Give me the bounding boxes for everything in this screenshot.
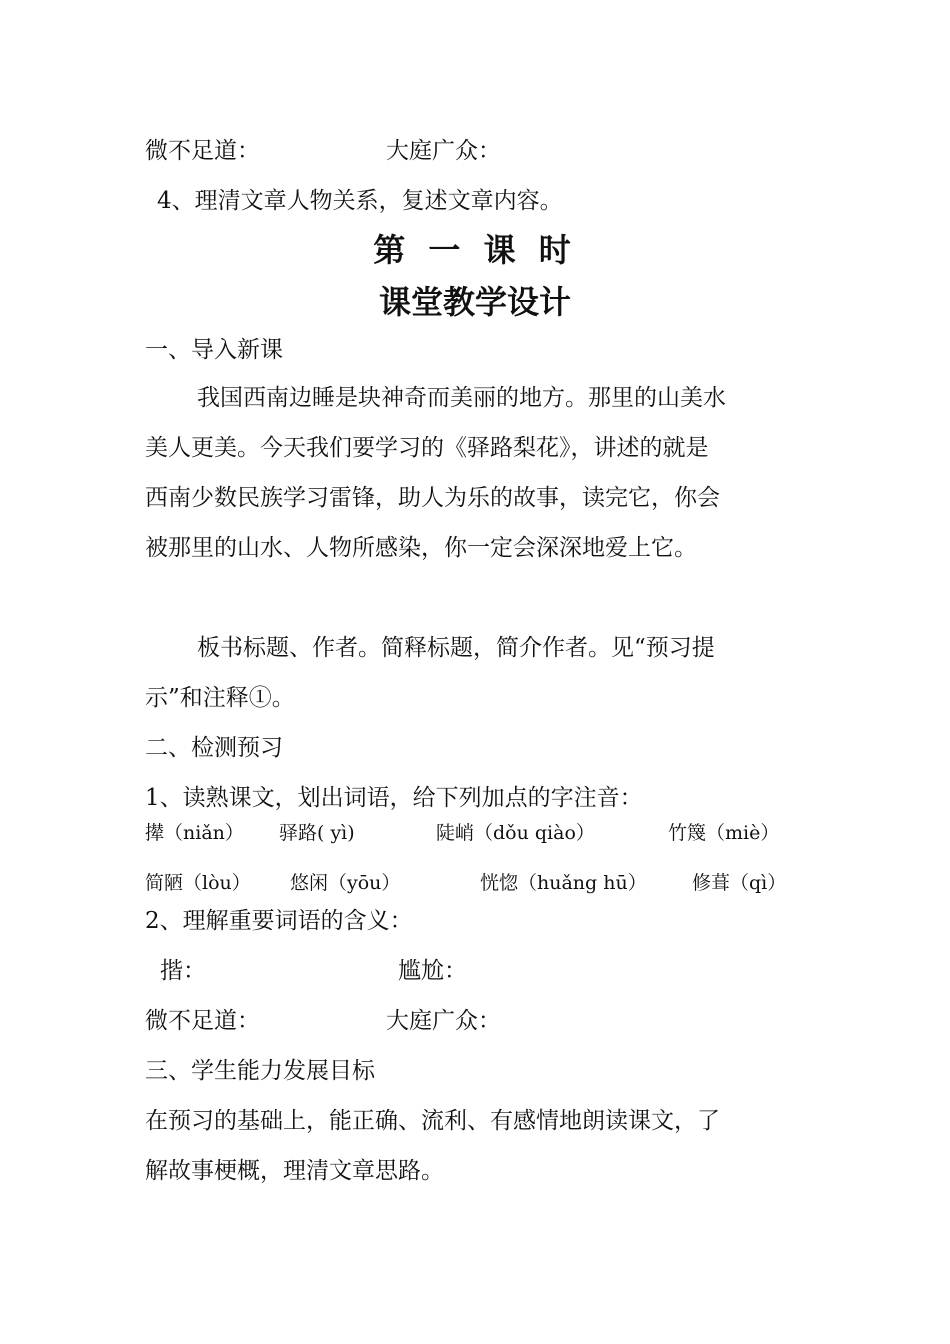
lesson-heading: 第 一 课 时 (373, 231, 577, 269)
pinyin-word: 修葺（qì） (692, 872, 787, 894)
paragraph-line: 示”和注释①。 (145, 685, 295, 711)
section-title-goals: 三、学生能力发展目标 (145, 1058, 375, 1084)
term-datingguangzhong: 大庭广众： (386, 1008, 501, 1034)
pinyin-word: 悠闲（yōu） (290, 872, 401, 894)
pinyin-word: 简陋（lòu） (145, 872, 251, 894)
paragraph-line: 在预习的基础上，能正确、流利、有感情地朗读课文，了 (145, 1108, 720, 1134)
paragraph-line: 西南少数民族学习雷锋，助人为乐的故事，读完它，你会 (145, 485, 720, 511)
preview-item-2: 2、理解重要词语的含义： (145, 908, 413, 934)
paragraph-line: 美人更美。今天我们要学习的《驿路梨花》，讲述的就是 (145, 435, 709, 461)
pinyin-word: 陡峭（dǒu qiào） (436, 822, 595, 844)
term-ganga: 尴尬： (398, 958, 467, 984)
term-weibuzudao: 微不足道： (145, 1008, 260, 1034)
paragraph-line: 我国西南边睡是块神奇而美丽的地方。那里的山美水 (197, 385, 726, 411)
term-weibuzudao: 微不足道： (145, 138, 260, 164)
paragraph-line: 被那里的山水、人物所感染，你一定会深深地爱上它。 (145, 535, 697, 561)
pinyin-word: 恍惚（huǎng hū） (480, 872, 647, 894)
section-title-preview: 二、检测预习 (145, 735, 283, 761)
term-kai: 揩： (160, 958, 206, 984)
pinyin-word: 驿路( yì) (279, 822, 355, 844)
preview-item-1: 1、读熟课文，划出词语，给下列加点的字注音： (145, 785, 643, 811)
pinyin-word: 竹篾（miè） (668, 822, 780, 844)
paragraph-line: 解故事梗概，理清文章思路。 (145, 1158, 444, 1184)
paragraph-line: 板书标题、作者。简释标题，简介作者。见“预习提 (197, 635, 715, 661)
section-title-intro: 一、导入新课 (145, 337, 283, 363)
design-heading: 课堂教学设计 (378, 283, 571, 321)
objective-item-4: 4、理清文章人物关系，复述文章内容。 (157, 188, 563, 214)
pinyin-word: 撵（niǎn） (145, 822, 244, 844)
term-datingguangzhong: 大庭广众： (386, 138, 501, 164)
